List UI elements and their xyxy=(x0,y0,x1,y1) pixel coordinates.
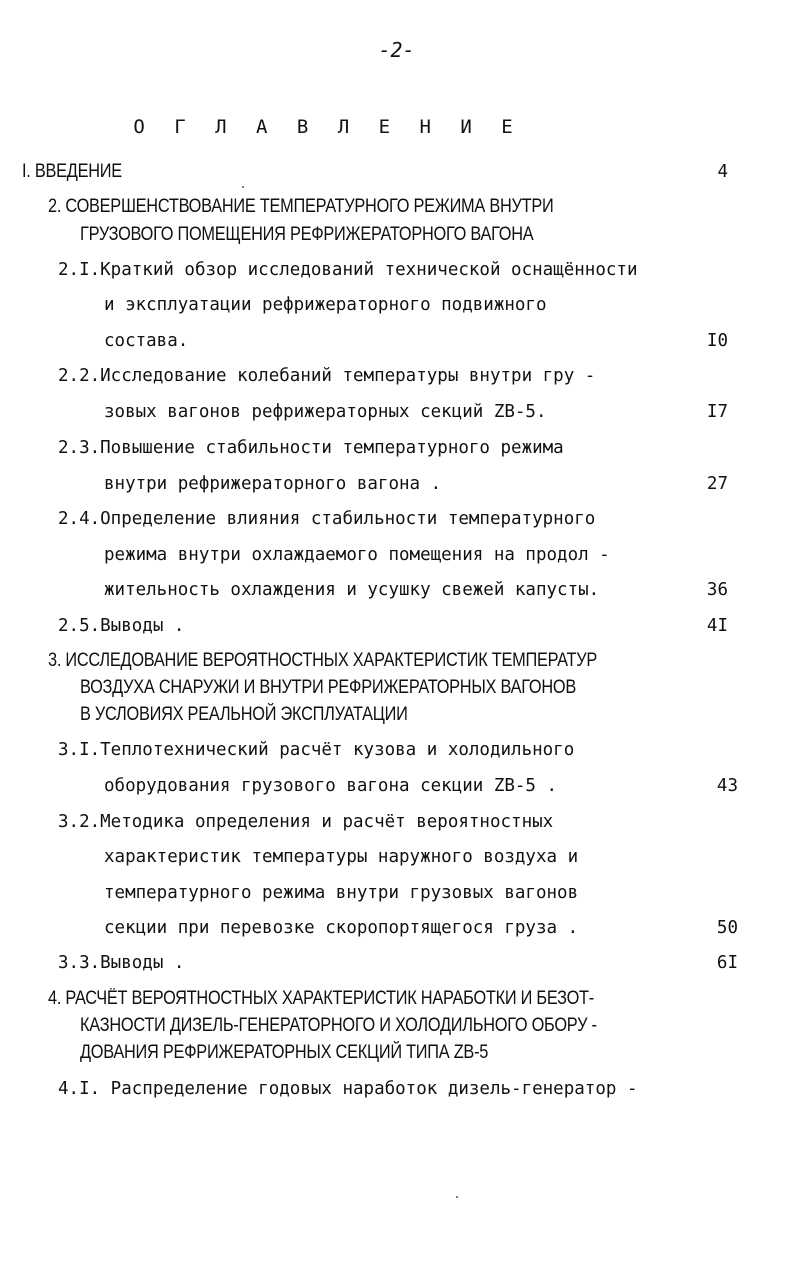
toc-section-line: 2.5.Выводы . xyxy=(58,616,185,636)
toc-chapter-heading: 2. СОВЕРШЕНСТВОВАНИЕ ТЕМПЕРАТУРНОГО РЕЖИМА ВНУТРИ xyxy=(48,196,554,217)
toc-section-line: состава. xyxy=(104,331,189,351)
toc-chapter-heading-line: ВОЗДУХА СНАРУЖИ И ВНУТРИ РЕФРИЖЕРАТОРНЫХ ВАГОНОВ xyxy=(80,677,576,698)
toc-section-line: 3.I.Теплотехнический расчёт кузова и холодильного xyxy=(58,740,575,760)
toc-section-line: температурного режима внутри грузовых вагонов xyxy=(104,883,579,903)
toc-section-line: характеристик температуры наружного воздуха и xyxy=(104,847,579,867)
toc-section-line: зовых вагонов рефрижераторных секций ZВ-5. xyxy=(104,402,547,422)
toc-section-line: 2.4.Определение влияния стабильности температурного xyxy=(58,509,596,529)
toc-section-line: внутри рефрижераторного вагона . xyxy=(104,474,442,494)
toc-page-number: I7 xyxy=(706,402,728,422)
toc-page-number: I0 xyxy=(706,331,728,351)
toc-section-line: и эксплуатации рефрижераторного подвижного xyxy=(104,295,547,315)
toc-section-line: 3.2.Методика определения и расчёт вероятностных xyxy=(58,812,554,832)
toc-page-number: 43 xyxy=(716,776,738,796)
toc-page-number: 4 xyxy=(717,162,728,182)
toc-chapter-heading: 4. РАСЧЁТ ВЕРОЯТНОСТНЫХ ХАРАКТЕРИСТИК НАРАБОТКИ И БЕЗОТ- xyxy=(48,988,594,1009)
toc-section-line: 3.3.Выводы . xyxy=(58,953,185,973)
scan-speck xyxy=(242,186,244,188)
toc-page-number: 36 xyxy=(706,580,728,600)
toc-page-number: 6I xyxy=(716,953,738,973)
toc-entry-introduction: I. ВВЕДЕНИЕ xyxy=(22,161,122,182)
toc-title: О Г Л А В Л Е Н И Е xyxy=(133,116,522,138)
toc-chapter-heading-line: В УСЛОВИЯХ РЕАЛЬНОЙ ЭКСПЛУАТАЦИИ xyxy=(80,704,408,725)
toc-chapter-heading-line: ДОВАНИЯ РЕФРИЖЕРАТОРНЫХ СЕКЦИЙ ТИПА ZВ-5 xyxy=(80,1042,489,1063)
toc-chapter-heading-line: ГРУЗОВОГО ПОМЕЩЕНИЯ РЕФРИЖЕРАТОРНОГО ВАГОНА xyxy=(80,224,534,245)
toc-section-line: жительность охлаждения и усушку свежей капусты. xyxy=(104,580,600,600)
toc-section-line: секции при перевозке скоропортящегося груза . xyxy=(104,918,579,938)
toc-section-line: режима внутри охлаждаемого помещения на продол - xyxy=(104,545,610,565)
toc-page-number: 4I xyxy=(706,616,728,636)
page-number: -2- xyxy=(378,38,415,62)
toc-page-number: 50 xyxy=(716,918,738,938)
toc-chapter-heading: 3. ИССЛЕДОВАНИЕ ВЕРОЯТНОСТНЫХ ХАРАКТЕРИСТИК ТЕМПЕРАТУР xyxy=(48,650,598,671)
toc-section-line: оборудования грузового вагона секции ZВ-5 . xyxy=(104,776,558,796)
toc-section-line: 2.I.Краткий обзор исследований технической оснащённости xyxy=(58,260,638,280)
toc-chapter-heading-line: КАЗНОСТИ ДИЗЕЛЬ-ГЕНЕРАТОРНОГО И ХОЛОДИЛЬНОГО ОБОРУ - xyxy=(80,1015,597,1036)
toc-page-number: 27 xyxy=(706,474,728,494)
scan-speck xyxy=(456,1196,458,1198)
toc-section-line: 2.3.Повышение стабильности температурного режима xyxy=(58,438,564,458)
toc-section-line: 4.I. Распределение годовых наработок дизель-генератор - xyxy=(58,1079,638,1099)
toc-section-line: 2.2.Исследование колебаний температуры внутри гру - xyxy=(58,366,596,386)
